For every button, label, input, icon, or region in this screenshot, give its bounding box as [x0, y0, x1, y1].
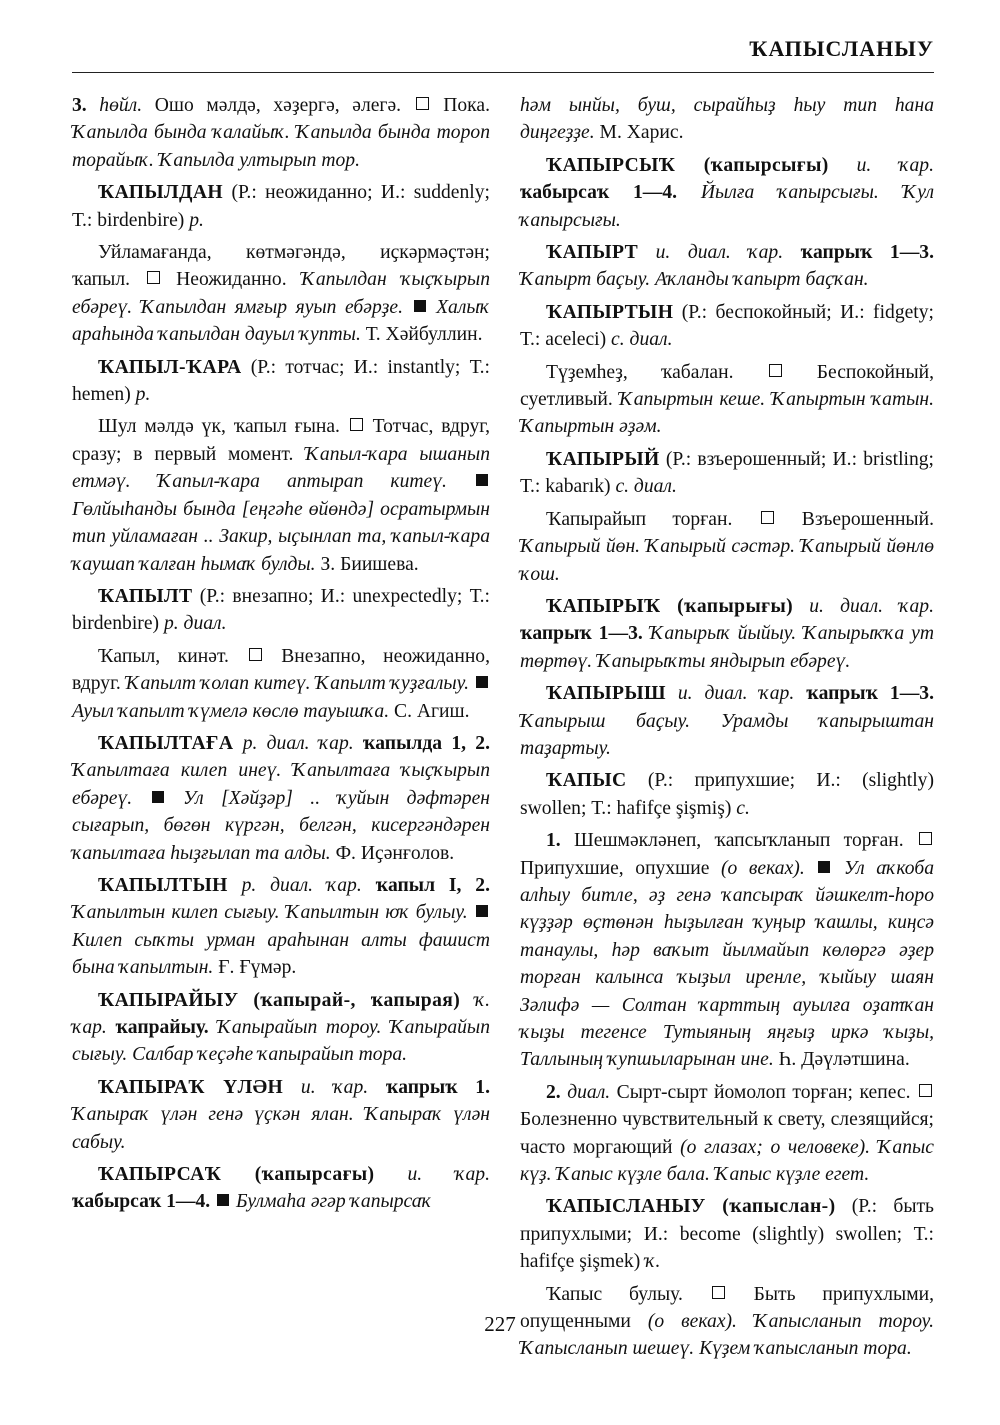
headword: ҠАПЫРАЙЫУ (ҡапырай-, ҡапырая)	[98, 989, 461, 1011]
grammar-label: р. диал. ҡар.	[227, 874, 376, 896]
open-square-icon	[769, 364, 782, 377]
definition-text: Ҡапыс булыу.	[546, 1283, 710, 1305]
headword: ҠАПЫРЫҠ (ҡапырығы)	[546, 595, 794, 617]
definition-text: (Р.: беспокойный; И.: fidgety; Т.: aceleci)	[520, 301, 934, 351]
right-column	[520, 92, 934, 1368]
definition-text: Ф. Иҫәнғолов.	[330, 842, 455, 864]
definition-text: Пока.	[430, 95, 490, 116]
dictionary-paragraph	[72, 1161, 490, 1216]
definition-text: ҡапыл I, 2.	[375, 874, 490, 896]
filled-square-icon	[217, 1194, 229, 1206]
dictionary-paragraph	[72, 583, 490, 638]
grammar-label: һөйл.	[86, 95, 155, 116]
definition-text: Припухшие, опухшие	[520, 857, 722, 879]
dictionary-paragraph	[520, 680, 934, 762]
grammar-label: с. диал.	[615, 476, 677, 498]
left-column	[72, 92, 490, 1221]
definition-text: 3.	[72, 95, 87, 116]
headword: ҠАПЫЛТАҒА	[98, 732, 234, 754]
grammar-label: и. ҡар.	[283, 1076, 386, 1098]
definition-text: Сырт-сырт йомолоп торған; кепес.	[610, 1081, 917, 1103]
definition-text: ҡапрыҡ 1.	[385, 1076, 490, 1098]
filled-square-icon	[414, 300, 426, 312]
example-text: Ҡапырыҡ йыйыу. Ҡапырыҡҡа ут төртөү. Ҡапырыҡты яндырып ебәреү.	[520, 623, 934, 672]
example-text: Ҡапырайып тороу. Ҡапырайып сығыу. Салбар ҡеҫәһе ҡапырайып тора.	[72, 1017, 490, 1066]
definition-text: Т. Хәйбуллин.	[360, 324, 483, 346]
dictionary-paragraph	[520, 446, 934, 501]
open-square-icon	[249, 648, 262, 661]
headword: ҠАПЫРЫЙ	[546, 448, 660, 470]
definition-text: ҡапрайыу.	[115, 1017, 209, 1038]
definition-text: (Р.: взъерошенный; И.: bristling; Т.: kabarık)	[520, 448, 934, 498]
filled-square-icon	[476, 676, 488, 688]
grammar-label: диал.	[560, 1081, 611, 1103]
headword: ҠАПЫРТЫН	[546, 301, 674, 323]
definition-text: Уйламағанда, көтмәгәндә, иҫкәрмәҫтән; ҡапыл.	[72, 242, 490, 291]
definition-text: ҡапрыҡ 1—3.	[806, 683, 934, 705]
example-text: Ҡапырт баҫыу. Аҡланды ҡапырт баҫҡан.	[520, 269, 869, 291]
example-text: Ҡапыраҡ үлән генә үҫкән ялан. Ҡапыраҡ үлән сабыу.	[72, 1104, 490, 1153]
definition-text: ҡабырсаҡ 1—4.	[520, 182, 678, 204]
definition-text: Быть припухлыми, опущенными	[520, 1283, 934, 1333]
example-text: һәм ынйы, буш, сырайһыҙ һыу тип һана диңгеҙҙе.	[520, 95, 934, 144]
example-text: Килеп сыҡты урман араһынан алты фашист бына ҡапылтын.	[72, 929, 490, 979]
headword: ҠАПЫЛДАН	[98, 182, 224, 204]
dictionary-paragraph	[520, 506, 934, 588]
headword: ҠАПЫЛТЫН	[98, 874, 228, 896]
headword: ҠАПЫРСЫҠ (ҡапырсығы)	[546, 154, 829, 176]
open-square-icon	[919, 1084, 932, 1097]
grammar-label: и. диал. ҡар.	[665, 683, 807, 705]
definition-text: Беспокойный, суетливый.	[520, 361, 935, 411]
headword: ҠАПЫЛ-ҠАРА	[98, 356, 242, 378]
dictionary-paragraph	[520, 1193, 934, 1275]
open-square-icon	[761, 511, 774, 524]
example-text: Ҡапылт ҡолап китеү. Ҡапылт ҡуҙғалыу.	[125, 673, 474, 695]
dictionary-paragraph	[72, 239, 490, 349]
grammar-label: р.	[135, 384, 151, 406]
dictionary-paragraph	[72, 179, 490, 234]
dictionary-paragraph	[520, 593, 934, 675]
headword: ҠАПЫРСАҠ (ҡапырсағы)	[98, 1164, 375, 1186]
grammar-label: р.	[189, 209, 204, 231]
definition-text: Түҙемһеҙ, ҡабалан.	[546, 361, 767, 383]
definition-text: Шешмәкләнеп, ҡапсыҡланып торған.	[560, 830, 917, 852]
open-square-icon	[350, 418, 363, 431]
headword: ҠАПЫРЫШ	[546, 683, 666, 705]
dictionary-paragraph	[520, 92, 934, 147]
definition-text: Ошо мәлдә, хәҙергә, әлегә.	[154, 95, 414, 116]
definition-text: (Р.: припухшие; И.: (slightly) swollen; Т.: hafifçe şişmiş)	[520, 770, 934, 819]
headword: ҠАПЫЛТ	[98, 585, 193, 607]
definition-text: Взъерошенный.	[775, 508, 934, 530]
dictionary-paragraph	[72, 1074, 490, 1156]
open-square-icon	[147, 271, 160, 284]
dictionary-paragraph	[520, 827, 934, 1074]
open-square-icon	[919, 832, 932, 845]
definition-text: (Р.: быть припухлыми; И.: become (slightly) swollen; Т.: hafifçe şişmek)	[520, 1196, 934, 1273]
dictionary-paragraph	[72, 643, 490, 725]
definition-text: ҡабырсаҡ 1—4.	[72, 1191, 216, 1213]
filled-square-icon	[476, 905, 488, 917]
definition-text: (Р.: неожиданно; И.: suddenly; Т.: birdenbire)	[72, 182, 490, 231]
definition-text: Внезапно, неожиданно, вдруг.	[72, 645, 490, 695]
example-text: Ул [Хәйҙәр] .. ҡуйын дәфтәрен сығарып, бөгөн күргән, белгән, кисергәндәрен ҡапылтаға һыҙғылап та алды.	[72, 787, 490, 864]
open-square-icon	[712, 1286, 725, 1299]
dictionary-paragraph	[520, 152, 934, 234]
headword: ҠАПЫС	[546, 770, 627, 792]
example-text: (о глазах; о человеке). Ҡапыс күҙ. Ҡапыс күҙле бала. Ҡапыс күҙле егет.	[520, 1136, 934, 1186]
grammar-label: с.	[736, 797, 750, 819]
definition-text: 1.	[546, 830, 561, 852]
example-text: (о веках).	[721, 857, 817, 879]
grammar-label: р. диал. ҡар.	[233, 732, 363, 754]
example-text: Ҡапылда бында ҡалайыҡ. Ҡапылда бында тороп торайыҡ. Ҡапылда ултырып тор.	[72, 122, 490, 171]
filled-square-icon	[476, 474, 488, 486]
dictionary-paragraph	[72, 92, 490, 174]
page-number: 227	[484, 1312, 516, 1336]
headword: ҠАПЫСЛАНЫУ (ҡапыслан-)	[546, 1196, 836, 1218]
open-square-icon	[416, 97, 429, 110]
running-head: ҠАПЫСЛАНЫУ	[749, 36, 934, 61]
definition-text: Тотчас, вдруг, сразу; в первый момент.	[72, 416, 490, 465]
dictionary-paragraph	[520, 1079, 934, 1189]
example-text: Булмаһа әгәр ҡапырсаҡ	[231, 1191, 432, 1213]
definition-text: (Р.: тотчас; И.: instantly; Т.: hemen)	[72, 356, 490, 406]
definition-text: Шул мәлдә үк, ҡапыл ғына.	[98, 416, 348, 438]
definition-text: Ҡапырайып торған.	[546, 508, 759, 530]
example-text: Халыҡ араһында ҡапылдан дауыл ҡупты.	[72, 296, 491, 346]
example-text: Гөлйыһанды бында [еңгәһе өйөндә] осратырмын тип уйламаған .. Закир, ыҫынлап та, ҡапыл-ҡара ҡаушап ҡалған һымаҡ булды.	[72, 498, 490, 575]
headword: ҠАПЫРТ	[546, 242, 639, 264]
grammar-label: ҡ. ҡар.	[72, 989, 490, 1038]
definition-text: ҡапрыҡ 1—3.	[800, 242, 934, 264]
example-text: Ул аҡкоба алһыу битле, әҙ генә ҡапсыраҡ йәшкелт-һоро күҙҙәр өҫтөнән һыҙылған ҡуңыр ҡашлы, киңсә танаулы, һәр ваҡыт йылмайып көлөргә әҙер торған калынса ҡыҙыл иренле, ҡыйыу шаян Зәлифә — Солтан ҡарттың ауылға оҙатҡан ҡыҙы тегенсе Тутыяның яңғыҙ иркә ҡыҙы, Таллының ҡупшыларынан ине.	[520, 857, 934, 1071]
definition-text: ҡапрыҡ 1—3.	[520, 623, 643, 645]
example-text: Ҡапылтаға килеп инеү. Ҡапылтаға ҡыҫҡырып ебәреү.	[72, 760, 490, 809]
header-rule	[72, 72, 934, 73]
example-text: Ҡапылтын килеп сығыу. Ҡапылтын юҡ булыу.	[72, 902, 474, 924]
grammar-label: р. диал.	[163, 613, 227, 635]
example-text: Ҡапырый йөн. Ҡапырый сәстәр. Ҡапырый йөнлө ҡош.	[520, 536, 934, 585]
definition-text: Ғ. Ғүмәр.	[213, 957, 297, 979]
example-text: Йылға ҡапырсығы. Ҡул ҡапырсығы.	[520, 182, 934, 231]
dictionary-paragraph	[72, 730, 490, 867]
example-text: (о веках). Ҡапысланып тороу. Ҡапысланып шешеү. Күҙем ҡапысланып тора.	[520, 1311, 934, 1360]
definition-text: З. Биишева.	[315, 553, 419, 575]
grammar-label: и. диал. ҡар.	[638, 242, 801, 264]
dictionary-paragraph	[72, 872, 490, 982]
definition-text: Болезненно чувствительный к свету, слезящийся; часто моргающий	[520, 1109, 934, 1158]
definition-text: Ҡапыл, кинәт.	[98, 645, 247, 667]
headword: ҠАПЫРАҠ ҮЛӘН	[98, 1076, 284, 1098]
grammar-label: ҡ.	[645, 1251, 661, 1273]
definition-text: Неожиданно.	[161, 269, 302, 291]
dictionary-paragraph	[520, 299, 934, 354]
definition-text: (Р.: внезапно; И.: unexpectedly; Т.: birdenbire)	[72, 585, 490, 635]
grammar-label: и. диал. ҡар.	[793, 595, 934, 617]
dictionary-paragraph	[72, 354, 490, 409]
dictionary-paragraph	[520, 239, 934, 294]
grammar-label: и. ҡар.	[374, 1164, 490, 1186]
dictionary-paragraph	[520, 359, 934, 441]
definition-text: 2.	[546, 1081, 561, 1103]
filled-square-icon	[152, 791, 164, 803]
definition-text: М. Харис.	[594, 122, 684, 144]
filled-square-icon	[818, 861, 830, 873]
grammar-label: и. ҡар.	[828, 154, 934, 176]
example-text: Ҡапырыш баҫыу. Урамды ҡапырыштан таҙартыу.	[520, 710, 934, 759]
example-text: Ҡапылдан ҡыҫҡырып ебәреү. Ҡапылдан ямғыр яуып ебәрҙе.	[72, 269, 490, 318]
grammar-label: с. диал.	[611, 329, 673, 351]
dictionary-paragraph	[72, 413, 490, 577]
example-text: Ҡапыртын кеше. Ҡапыртын ҡатын. Ҡапыртын әҙәм.	[520, 389, 934, 438]
dictionary-paragraph	[520, 767, 934, 822]
dictionary-paragraph	[72, 987, 490, 1069]
example-text: Ауыл ҡапылт ҡүмелә көслө тауышҡа.	[72, 700, 390, 722]
example-text: Ҡапыл-ҡара ышанып етмәү. Ҡапыл-ҡара аптырап китеү.	[72, 443, 490, 493]
definition-text: Һ. Дәүләтшина.	[773, 1049, 910, 1071]
definition-text: ҡапылда 1, 2.	[362, 732, 490, 754]
definition-text: С. Агиш.	[389, 700, 470, 722]
